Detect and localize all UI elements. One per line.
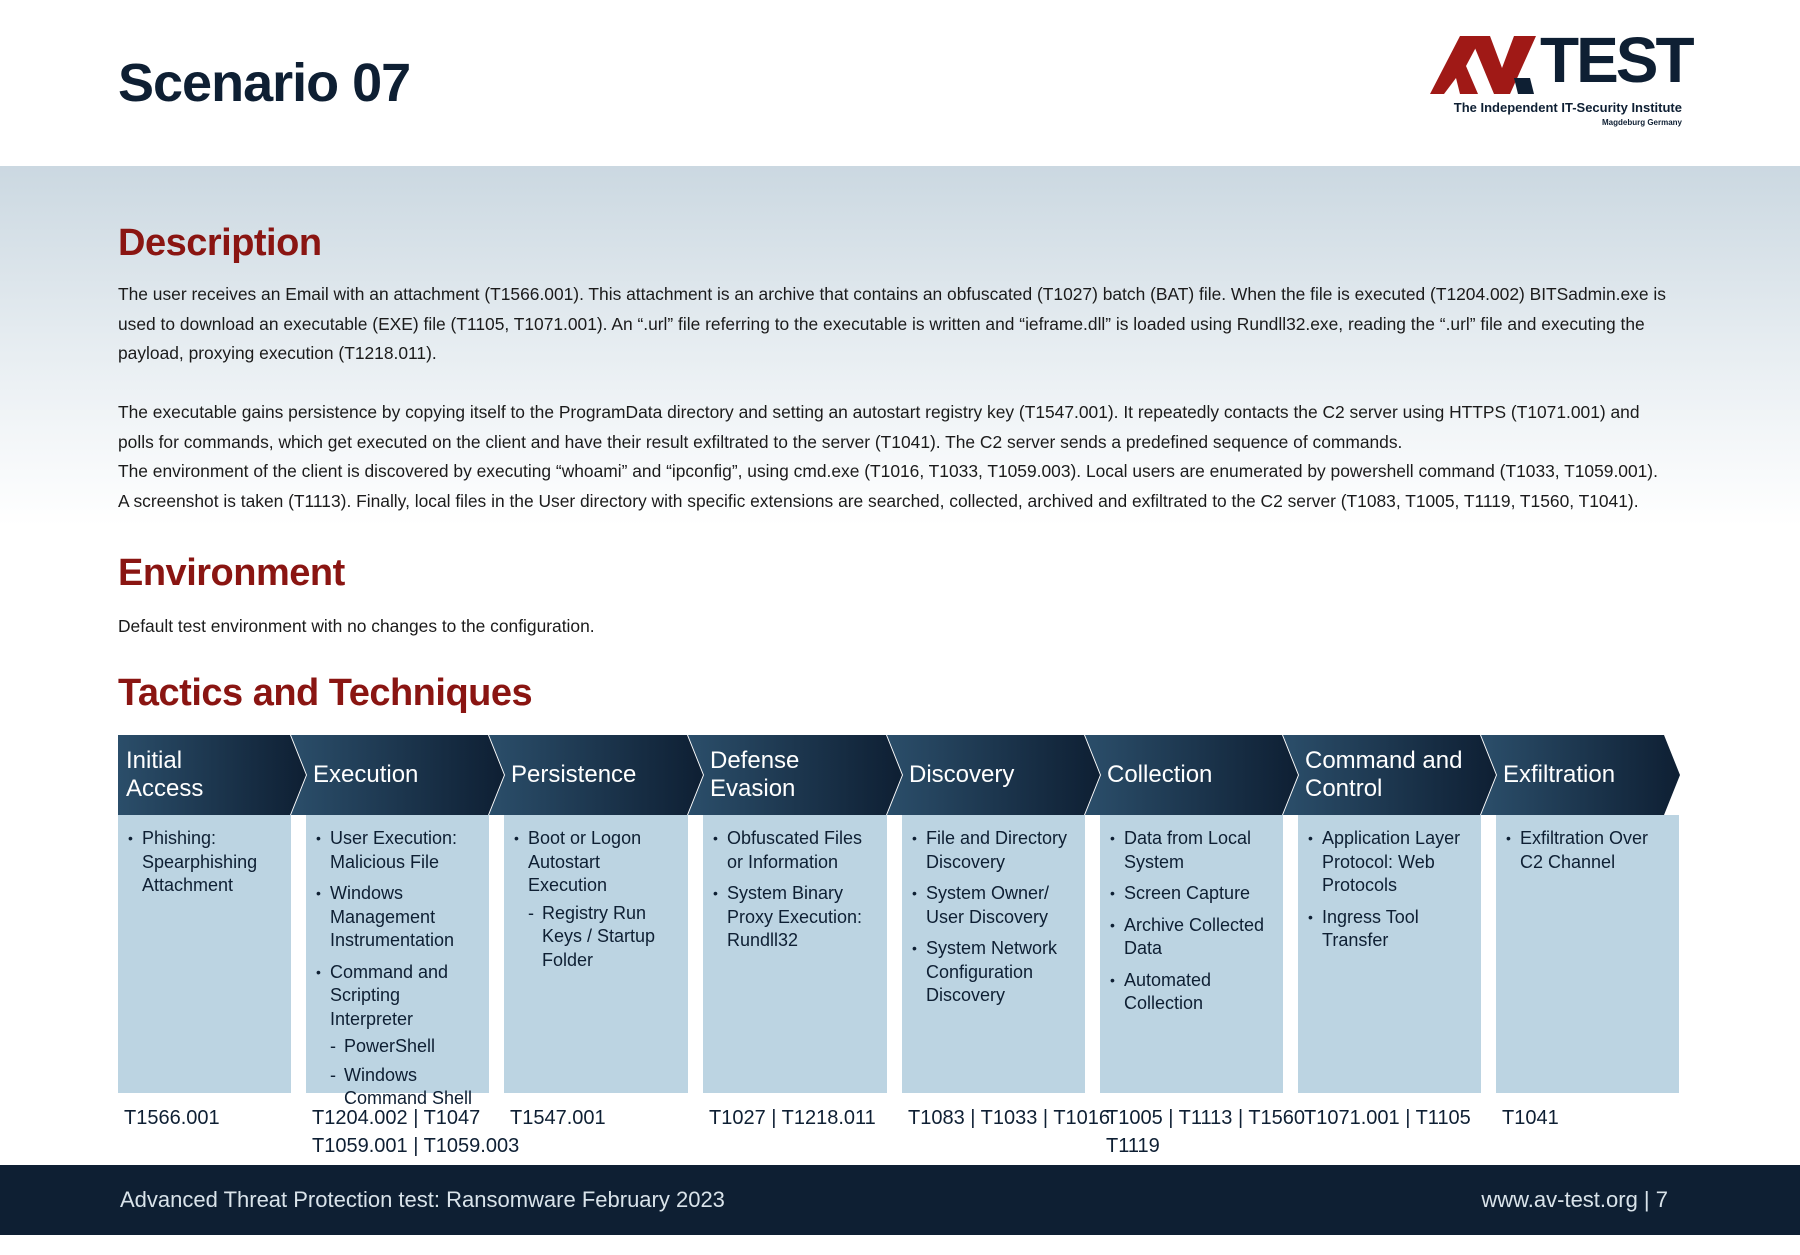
- footer-report-title: Advanced Threat Protection test: Ransomware February 2023: [120, 1187, 725, 1212]
- technique-text: Phishing: Spearphishing Attachment: [142, 828, 258, 895]
- technique-ids: T1071.001 | T1105: [1304, 1107, 1471, 1129]
- technique-item: [1306, 827, 1475, 898]
- technique-box: [1298, 815, 1481, 1093]
- technique-list: [504, 815, 688, 972]
- tactics-heading: Tactics and Techniques: [118, 672, 533, 714]
- sub-technique-list: [330, 1035, 483, 1111]
- tactic-label: Collection: [1107, 761, 1213, 788]
- page-footer: [0, 1165, 1800, 1235]
- description-paragraph-2: The executable gains persistence by copying itself to the ProgramData directory and setting an autostart registry key (T1547.001). It repeatedly contacts the C2 server using HTTPS (T1071.001) and polls for commands, which get executed on the client and have their result exfiltrated to the server (T1041). The C2 server sends a predefined sequence of commands.: [118, 402, 1640, 452]
- technique-text: Boot or Logon Autostart Execution: [528, 828, 642, 895]
- description-paragraph-1: The user receives an Email with an attachment (T1566.001). This attachment is an archive that contains an obfuscated (T1027) batch (BAT) file. When the file is executed (T1204.002) BITSadmin.exe is used to download an executable (EXE) file (T1105, T1071.001). An “.url” file referring to the executable is written and “ieframe.dll” is loaded using Rundll32.exe, reading the “.url” file and executing the payload, proxying execution (T1218.011).: [118, 284, 1666, 363]
- tactic-header: [1085, 735, 1298, 815]
- tactic-header: [688, 735, 902, 815]
- tactic-header: [291, 735, 504, 815]
- technique-ids: T1041: [1502, 1107, 1559, 1129]
- tactic-header: [489, 735, 703, 815]
- technique-item: [1108, 827, 1277, 874]
- technique-item: [1108, 882, 1277, 906]
- environment-heading: Environment: [118, 552, 345, 594]
- technique-item: [910, 827, 1079, 874]
- technique-item: [314, 961, 483, 1111]
- sub-technique-item: - Windows Command Shell: [330, 1064, 483, 1111]
- tactic-label: Command and Control: [1305, 747, 1463, 802]
- technique-ids: T1547.001: [510, 1107, 606, 1129]
- description-heading: Description: [118, 222, 322, 264]
- tactic-header: [1283, 735, 1496, 815]
- technique-item: [711, 882, 881, 953]
- technique-item: [1306, 906, 1475, 953]
- technique-ids: T1566.001: [124, 1107, 220, 1129]
- technique-box: [1100, 815, 1283, 1093]
- technique-item: [910, 937, 1079, 1008]
- technique-text: Obfuscated Files or Information: [727, 828, 863, 872]
- tactic-label: Defense Evasion: [710, 747, 800, 802]
- technique-box: [703, 815, 887, 1093]
- environment-text: Default test environment with no changes to the configuration.: [118, 616, 595, 636]
- technique-text: Data from Local System: [1124, 828, 1252, 872]
- tactic-label: Initial Access: [126, 747, 204, 802]
- technique-item: [314, 827, 483, 874]
- av-test-logo: [1430, 24, 1692, 134]
- technique-list: [118, 815, 291, 898]
- page-header: [0, 0, 1800, 166]
- footer-url-page: www.av-test.org | 7: [1481, 1187, 1668, 1212]
- technique-ids: T1005 | T1113 | T1560 T1119: [1106, 1107, 1306, 1157]
- technique-item: [1504, 827, 1673, 874]
- technique-list: [1496, 815, 1679, 874]
- technique-ids: T1204.002 | T1047 T1059.001 | T1059.003: [312, 1107, 520, 1157]
- tactic-header: [887, 735, 1100, 815]
- technique-item: [512, 827, 682, 972]
- technique-item: [910, 882, 1079, 929]
- technique-box: [504, 815, 688, 1093]
- logo-av-mark-icon: [1430, 34, 1550, 96]
- technique-list: [1100, 815, 1283, 1016]
- technique-item: [1108, 914, 1277, 961]
- technique-list: [703, 815, 887, 953]
- logo-wordmark: TEST: [1540, 24, 1692, 96]
- technique-text: Windows Management Instrumentation: [330, 883, 455, 950]
- tactic-label: Exfiltration: [1503, 761, 1616, 788]
- technique-text: Exfiltration Over C2 Channel: [1520, 828, 1649, 872]
- sub-technique-item: - Registry Run Keys / Startup Folder: [528, 902, 682, 973]
- technique-item: [1108, 969, 1277, 1016]
- technique-text: System Network Configuration Discovery: [926, 938, 1058, 1005]
- tactic-header: [118, 735, 306, 815]
- sub-technique-item: - PowerShell: [330, 1035, 483, 1059]
- tactic-header: [1481, 735, 1680, 815]
- page-title: Scenario 07: [118, 53, 411, 113]
- tactic-label: Discovery: [909, 761, 1015, 788]
- technique-text: Ingress Tool Transfer: [1322, 906, 1419, 950]
- technique-list: [1298, 815, 1481, 953]
- technique-text: System Owner/ User Discovery: [926, 883, 1050, 927]
- technique-text: Automated Collection: [1124, 969, 1212, 1013]
- technique-text: Archive Collected Data: [1124, 914, 1265, 958]
- technique-list: [902, 815, 1085, 1008]
- technique-text: User Execution: Malicious File: [330, 828, 458, 872]
- logo-tagline: The Independent IT-Security Institute: [1453, 100, 1682, 115]
- technique-box: [118, 815, 291, 1093]
- technique-box: [902, 815, 1085, 1093]
- technique-text: System Binary Proxy Execution: Rundll32: [727, 883, 863, 950]
- description-paragraph-3: The environment of the client is discovered by executing “whoami” and “ipconfig”, using cmd.exe (T1016, T1033, T1059.003). Local users are enumerated by powershell command (T1033, T1059.001). A screenshot is taken (T1113). Finally, local files in the User directory with specific extensions are searched, collected, archived and exfiltrated to the C2 server (T1083, T1005, T1119, T1560, T1041).: [118, 461, 1658, 511]
- technique-text: Command and Scripting Interpreter: [330, 961, 449, 1029]
- sub-technique-list: [528, 902, 682, 973]
- tactic-label: Execution: [313, 761, 419, 788]
- tactic-label: Persistence: [511, 761, 637, 788]
- technique-list: [306, 815, 489, 1111]
- technique-box: [306, 815, 489, 1108]
- logo-location: Magdeburg Germany: [1601, 118, 1682, 127]
- technique-text: Application Layer Protocol: Web Protocols: [1322, 828, 1461, 895]
- technique-ids: T1027 | T1218.011: [709, 1107, 876, 1129]
- technique-text: File and Directory Discovery: [926, 828, 1068, 872]
- technique-item: [126, 827, 285, 898]
- technique-item: [314, 882, 483, 953]
- technique-text: Screen Capture: [1124, 883, 1251, 903]
- technique-box: [1496, 815, 1679, 1093]
- technique-ids: T1083 | T1033 | T1016: [908, 1107, 1111, 1129]
- technique-item: [711, 827, 881, 874]
